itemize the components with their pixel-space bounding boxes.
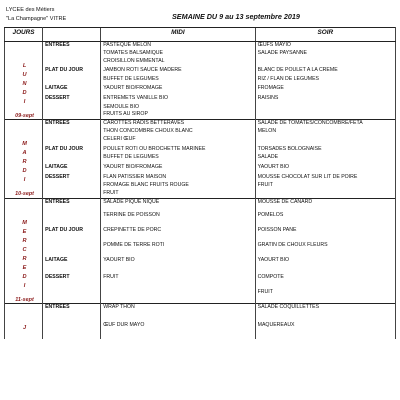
day-letter: R [22, 237, 27, 244]
midi-dish: FRUIT [101, 272, 255, 289]
day-letter: I [23, 282, 26, 289]
midi-dish: THON CONCOMBRE CHOUX BLANC [101, 128, 255, 136]
soir-dish: FRUIT [255, 182, 395, 190]
midi-dish: FRUIT [101, 190, 255, 198]
day-cell [5, 42, 43, 120]
soir-dish: YAOURT BIO [255, 255, 395, 272]
soir-dish: FROMAGE [255, 83, 395, 93]
soir-dish: POISSON PANE [255, 225, 395, 242]
day-letter: A [22, 150, 27, 157]
day-letter: E [22, 264, 27, 271]
soir-dish: BLANC DE POULET A LA CREME [255, 65, 395, 75]
midi-dish: BUFFET DE LEGUMES [101, 154, 255, 162]
midi-dish: SALADE PIQUE NIQUE [101, 198, 255, 212]
meal-category [43, 190, 101, 198]
menu-row [5, 111, 396, 119]
day-letter: C [22, 246, 27, 253]
menu-row [5, 289, 396, 303]
day-letter: R [22, 255, 27, 262]
day-letter: D [22, 168, 27, 175]
menu-table-header [5, 28, 396, 42]
soir-dish: FRUIT [255, 289, 395, 303]
day-letter: I [23, 99, 26, 105]
midi-dish: SEMOULE BIO [101, 104, 255, 112]
midi-dish: ŒUF DUR MAYO [101, 322, 255, 339]
menu-row [5, 120, 396, 128]
menu-row [5, 93, 396, 103]
soir-dish: TORSADES BOLOGNAISE [255, 144, 395, 154]
menu-row [5, 212, 396, 225]
meal-category [43, 76, 101, 84]
soir-dish: SALADE DE TOMATES/CONCOMBRE/FETA [255, 120, 395, 128]
day-letter: D [22, 273, 27, 280]
soir-dish [255, 136, 395, 144]
midi-dish: YAOURT BIO [101, 255, 255, 272]
soir-dish: SALADE COQUILLETTES [255, 303, 395, 321]
school-header [6, 6, 66, 24]
soir-dish: RAISINS [255, 93, 395, 103]
day-cell [5, 120, 43, 198]
menu-row [5, 198, 396, 212]
menu-row [5, 58, 396, 66]
menu-row [5, 225, 396, 242]
day-letter: L [22, 63, 27, 69]
column-header-soir: SOIR [255, 28, 395, 42]
column-header-category [43, 28, 101, 42]
day-name-vertical [7, 199, 42, 291]
midi-dish: YAOURT BIO/FROMAGE [101, 83, 255, 93]
midi-dish: ENTREMETS VANILLE BIO [101, 93, 255, 103]
soir-dish: MOUSSE CHOCOLAT SUR LIT DE POIRE [255, 172, 395, 182]
meal-category: DESSERT [45, 274, 70, 281]
menu-row [5, 303, 396, 321]
day-letter: D [22, 90, 27, 96]
midi-dish: CAROTTES RADIS BETTERAVES [101, 120, 255, 128]
meal-category [43, 111, 101, 119]
midi-dish: CELERI ŒUF [101, 136, 255, 144]
day-letter: M [22, 219, 27, 226]
day-letter: R [22, 159, 27, 166]
midi-dish: TOMATES BALSAMIQUE [101, 50, 255, 58]
midi-dish: TERRINE DE POISSON [101, 212, 255, 225]
school-location: "La Champagne" VITRE [6, 16, 67, 22]
day-date: 11-sept [15, 296, 34, 303]
menu-row [5, 162, 396, 172]
menu-row [5, 136, 396, 144]
meal-category: ENTREES [43, 198, 101, 212]
day-letter: E [22, 228, 27, 235]
menu-row [5, 190, 396, 198]
menu-row [5, 182, 396, 190]
midi-dish: FROMAGE BLANC FRUITS ROUGE [101, 182, 255, 190]
midi-dish: FRUITS AU SIROP [101, 111, 255, 119]
soir-dish: SALADE [255, 154, 395, 162]
meal-category: PLAT DU JOUR [45, 145, 84, 152]
meal-category: DESSERT [45, 95, 70, 102]
day-cell [5, 303, 43, 339]
day-letter: U [22, 72, 27, 78]
midi-dish: CROISILLON EMMENTAL [101, 58, 255, 66]
meal-category [43, 50, 101, 58]
soir-dish: COMPOTE [255, 272, 395, 289]
meal-category [43, 212, 101, 225]
menu-row [5, 50, 396, 58]
day-cell [5, 198, 43, 303]
midi-dish: POULET ROTI OU BROCHETTE MARINEE [101, 144, 255, 154]
meal-category [43, 128, 101, 136]
menu-table [4, 27, 396, 339]
menu-row [5, 144, 396, 154]
midi-dish: WRAP THON [101, 303, 255, 321]
menu-row [5, 65, 396, 75]
school-name: LYCEE des Métiers [6, 7, 55, 13]
meal-category: LAITAGE [45, 163, 68, 170]
menu-row [5, 322, 396, 339]
meal-category [43, 242, 101, 255]
menu-row [5, 42, 396, 50]
menu-row [5, 172, 396, 182]
midi-dish: YAOURT BIO/FROMAGE [101, 162, 255, 172]
meal-category [43, 322, 101, 339]
soir-dish: MELON [255, 128, 395, 136]
meal-category [43, 58, 101, 66]
meal-category: LAITAGE [45, 85, 68, 92]
meal-category: ENTREES [43, 303, 101, 321]
day-name-vertical [7, 42, 42, 107]
midi-dish [101, 289, 255, 303]
menu-row [5, 154, 396, 162]
meal-category: PLAT DU JOUR [45, 67, 84, 74]
meal-category: ENTREES [43, 120, 101, 128]
column-header-jours: JOURS [5, 28, 43, 42]
soir-dish: YAOURT BIO [255, 162, 395, 172]
menu-row [5, 255, 396, 272]
day-letter: J [22, 324, 27, 331]
meal-category: PLAT DU JOUR [45, 227, 84, 234]
menu-body [5, 42, 396, 339]
meal-category [43, 182, 101, 190]
soir-dish: GRATIN DE CHOUX FLEURS [255, 242, 395, 255]
midi-dish: FLAN PATISSIER MAISON [101, 172, 255, 182]
soir-dish: POMELOS [255, 212, 395, 225]
menu-row [5, 83, 396, 93]
day-date: 09-sept [15, 113, 34, 119]
meal-category: LAITAGE [45, 257, 68, 264]
day-letter: M [22, 141, 27, 148]
day-letter: I [23, 177, 26, 184]
week-title: SEMAINE DU 9 au 13 septembre 2019 [172, 12, 300, 21]
day-date: 10-sept [15, 191, 34, 198]
soir-dish [255, 111, 395, 119]
midi-dish: CREPINETTE DE PORC [101, 225, 255, 242]
soir-dish: ŒUFS MAYIO [255, 42, 395, 50]
midi-dish: POMME DE TERRE ROTI [101, 242, 255, 255]
meal-category [43, 154, 101, 162]
soir-dish [255, 58, 395, 66]
menu-row [5, 128, 396, 136]
soir-dish: MOUSSE DE CANARD [255, 198, 395, 212]
soir-dish: RIZ / FLAN DE LEGUMES [255, 76, 395, 84]
soir-dish: SALADE PAYSANNE [255, 50, 395, 58]
menu-row [5, 104, 396, 112]
meal-category: DESSERT [45, 173, 70, 180]
column-header-midi: MIDI [101, 28, 255, 42]
midi-dish: JAMBON ROTI SAUCE MADERE [101, 65, 255, 75]
day-letter: N [22, 81, 27, 87]
day-name-vertical [7, 120, 42, 185]
soir-dish: MAQUEREAUX [255, 322, 395, 339]
meal-category: ENTREES [43, 42, 101, 50]
menu-row [5, 272, 396, 289]
soir-dish [255, 190, 395, 198]
soir-dish [255, 104, 395, 112]
meal-category [43, 289, 101, 303]
meal-category [43, 104, 101, 112]
menu-row [5, 242, 396, 255]
midi-dish: BUFFET DE LEGUMES [101, 76, 255, 84]
midi-dish: PASTEQUE MELON [101, 42, 255, 50]
day-name-vertical [7, 304, 42, 333]
meal-category [43, 136, 101, 144]
menu-row [5, 76, 396, 84]
